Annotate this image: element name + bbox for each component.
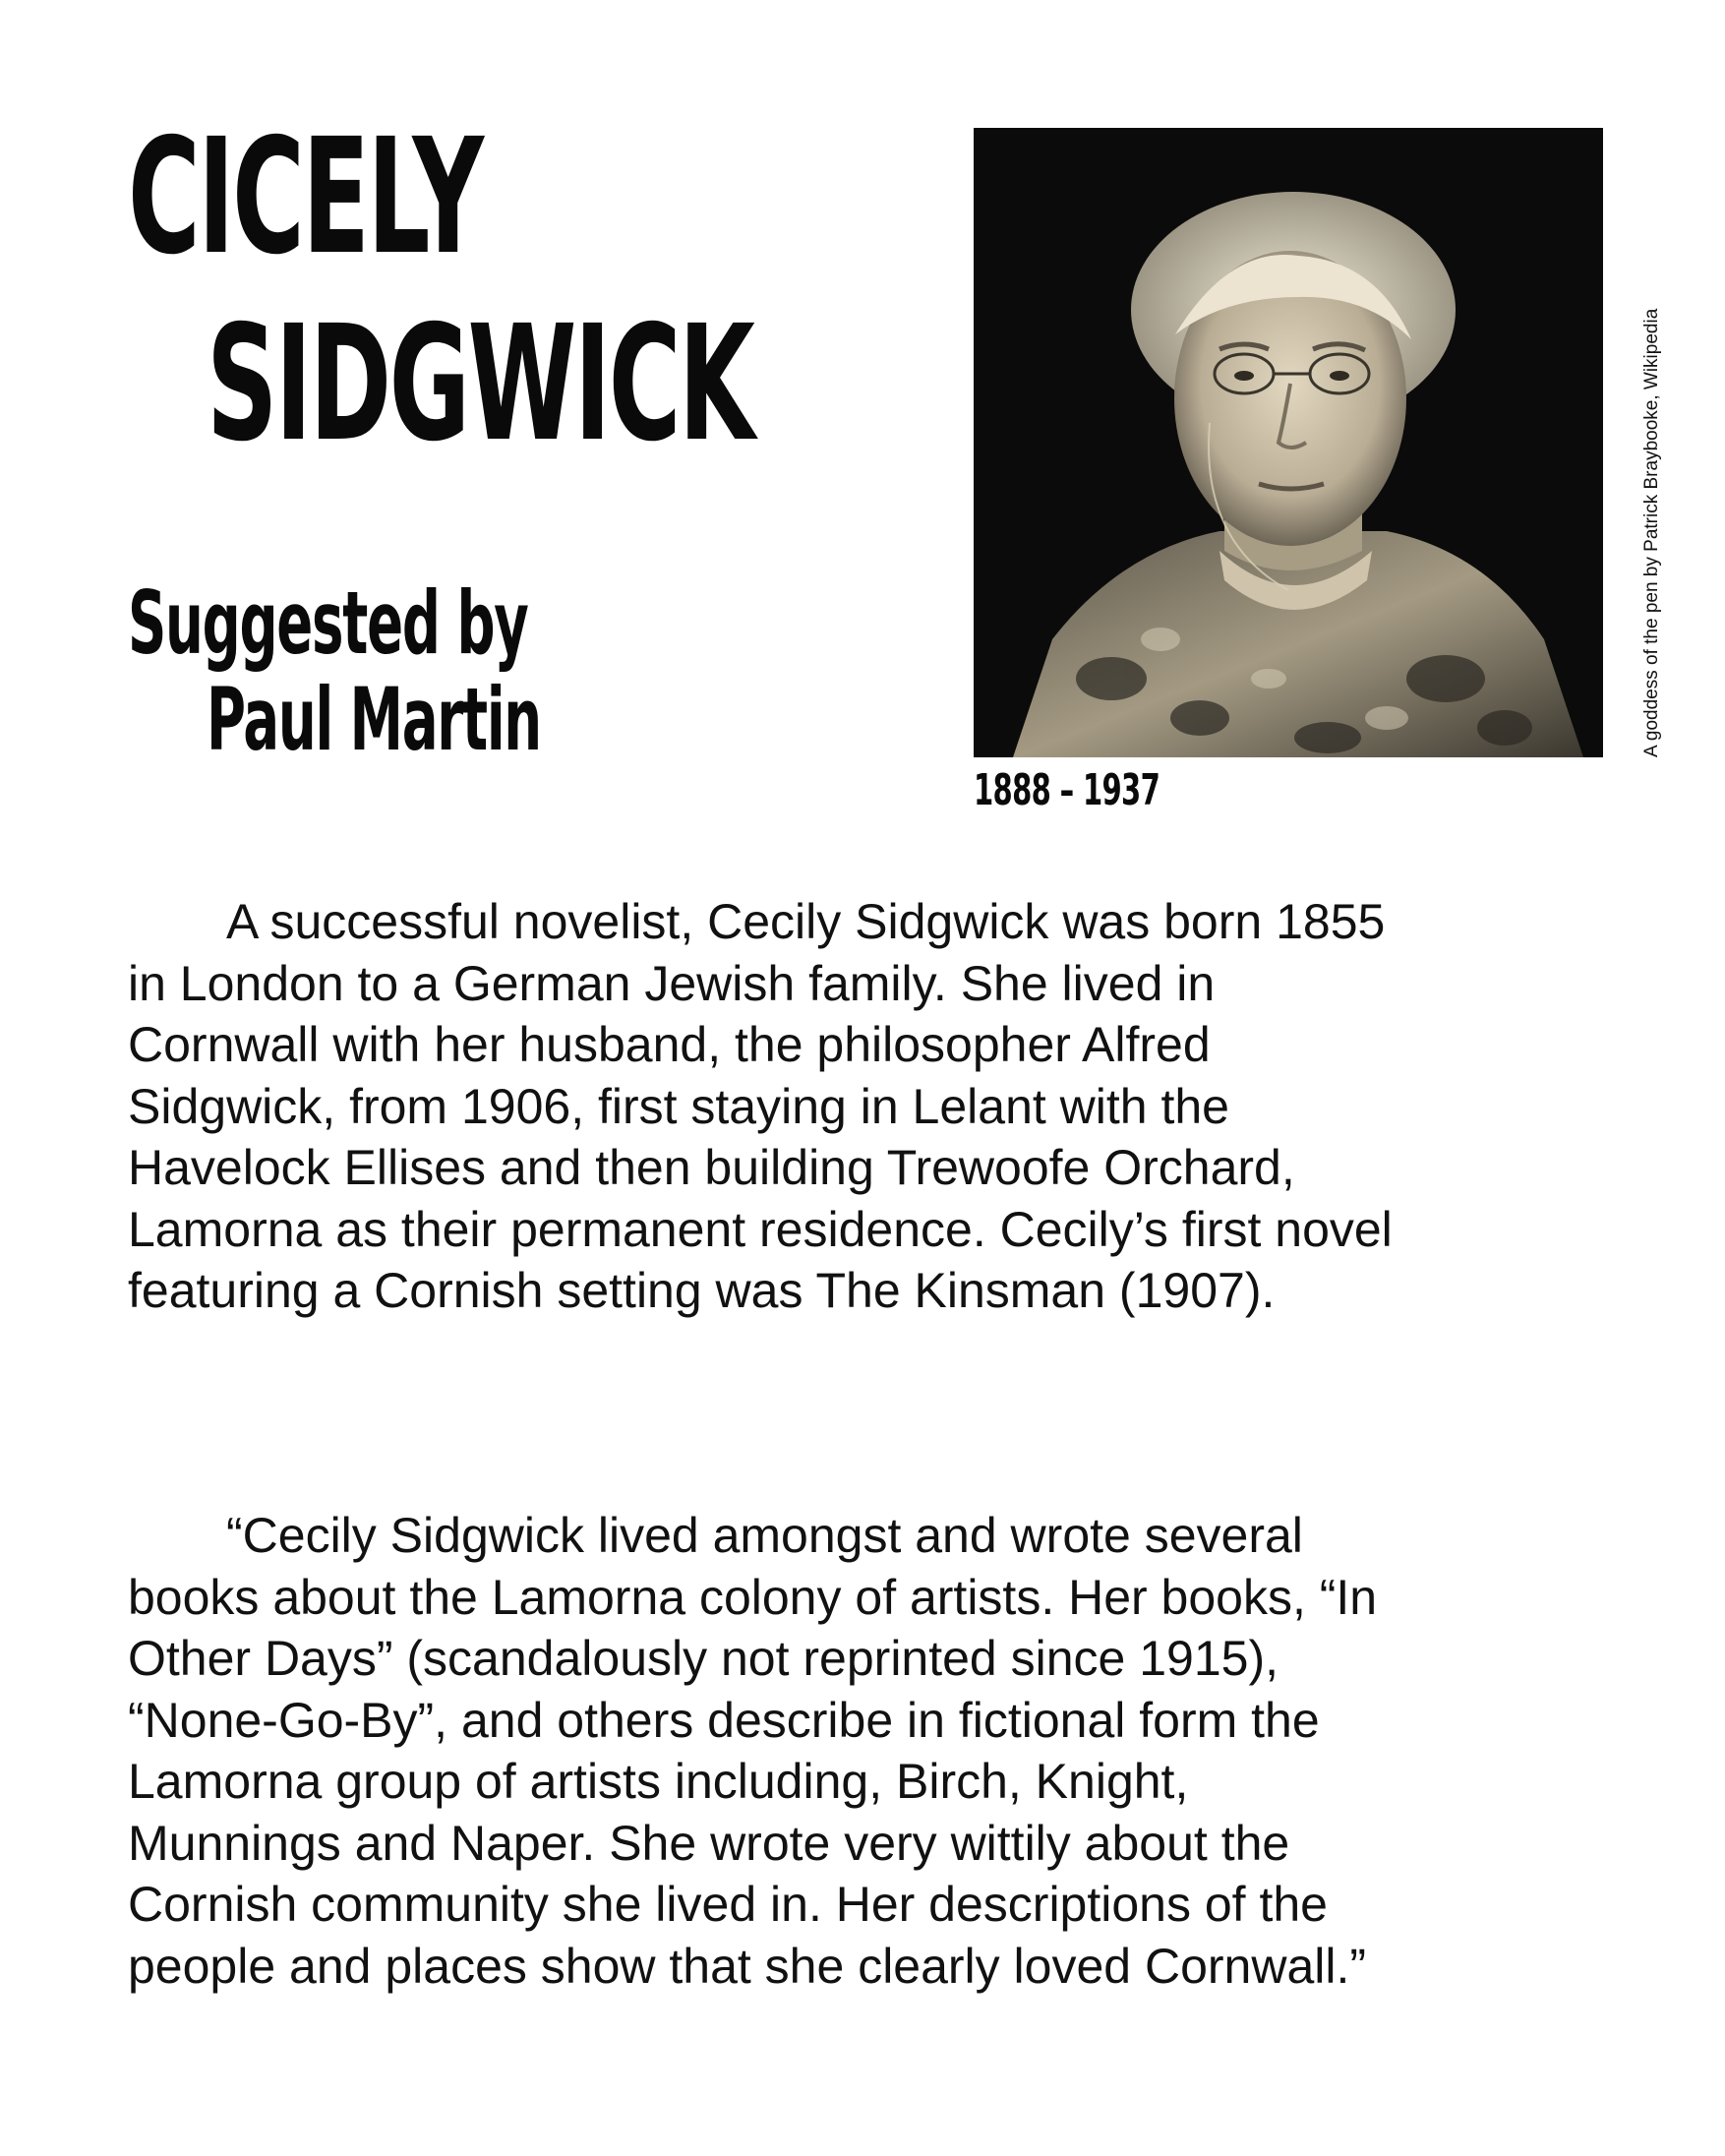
life-dates: 1888 – 1937: [974, 765, 1160, 815]
suggested-by-label: Suggested by: [128, 572, 528, 674]
biography-paragraph: A successful novelist, Cecily Sidgwick was born 1855 in London to a German Jewish family. She lived in Cornwall with her husband, the philosopher Alfred Sidgwick, from 1906, first staying in Lelant with the Havelock Ellises and then building Trewoofe Orchard, Lamorna as their permanent residence. Cecily’s first novel featuring a Cornish setting was The Kinsman (1907).: [128, 894, 1393, 1318]
photo-credit: A goddess of the pen by Patrick Braybooke, Wikipedia: [1641, 308, 1662, 757]
quote-paragraph: “Cecily Sidgwick lived amongst and wrote several books about the Lamorna colony of artists. Her books, “In Other Days” (scandalously not reprinted since 1915), “None-Go-By”, and others describe in fictional form the Lamorna group of artists including, Birch, Knight, Munnings and Naper. She wrote very wittily about the Cornish community she lived in. Her descriptions of the people and places show that she clearly loved Cornwall.”: [128, 1508, 1378, 1994]
portrait-photo: [974, 128, 1603, 757]
title-first-name: CICELY: [128, 105, 482, 290]
title-surname: SIDGWICK: [207, 292, 753, 477]
suggester-name: Paul Martin: [207, 669, 541, 770]
photo-credit-container: [1603, 128, 1662, 757]
